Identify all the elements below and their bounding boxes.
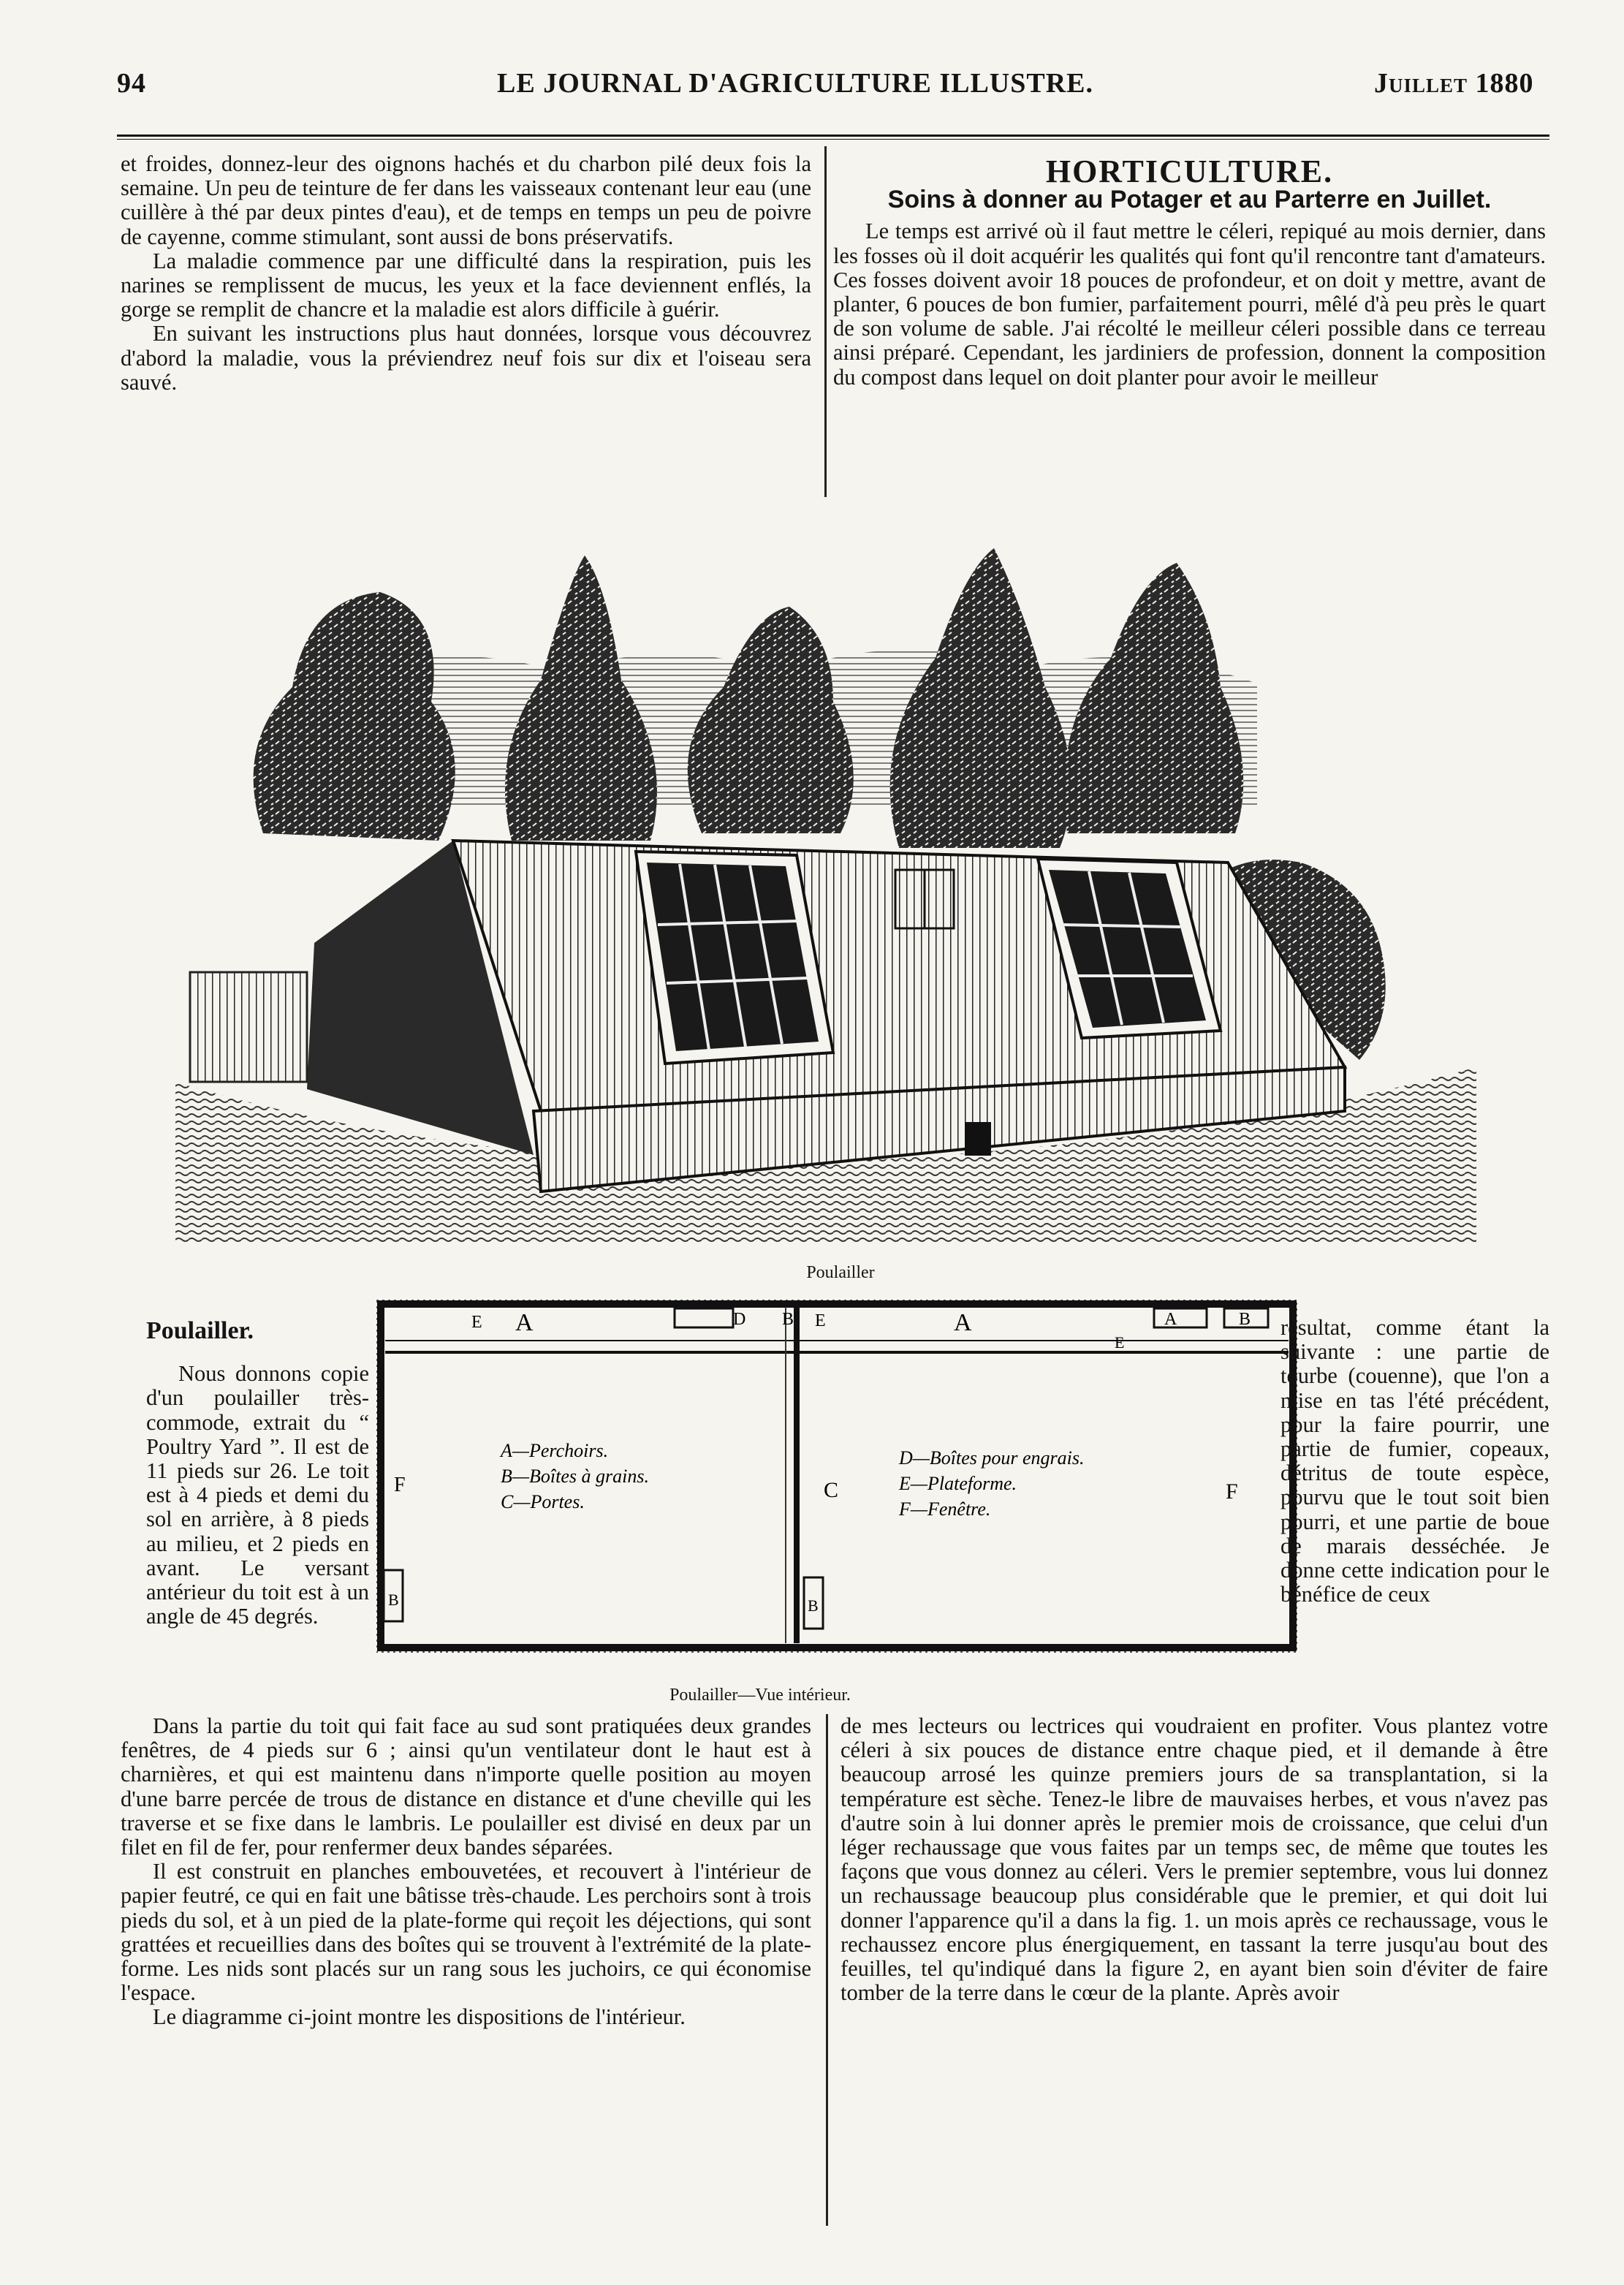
plan-label-a: A: [954, 1309, 972, 1336]
paragraph: Dans la partie du toit qui fait face au sud sont pratiquées deux grandes fenêtres, de 4 pieds sur 6 ; ainsi qu'un ventilateur dont le haut est à charnières, et qui est maintenu dans n'importe quelle position au moyen d'une barre percée de trous de distance en distance et d'une cheville qui les traverse et se fixe dans le lambris. Le poulailler est divisé en deux par un filet en fil de fer, pour renfermer deux bandes séparées.: [121, 1713, 811, 1860]
tree: [1064, 563, 1243, 833]
header-rule-thin: [117, 139, 1549, 140]
paragraph: Il est construit en planches embouvetées, et recouvert à l'intérieur de papier feutré, ce qui en fait une bâtisse très-chaude. Les perchoirs sont à trois pieds du sol, et à un pied de la plate-forme qui reçoit les déjections, qui sont grattées et recueillies dans des boîtes qui se trouvent à l'extrémité de la plate-forme. Les nids sont placés sur un rang sous les juchoirs, ce qui économise l'espace.: [121, 1859, 811, 2006]
plan-label-a: A: [1164, 1310, 1177, 1329]
issue-date: Juillet 1880: [1374, 68, 1534, 99]
right-side-text: [1280, 1316, 1549, 1607]
paragraph: En suivant les instructions plus haut données, lorsque vous découvrez d'abord la maladie, vous la préviendrez neuf fois sur dix et l'oiseau sera sauvé.: [121, 321, 811, 395]
plan-label-f: F: [1226, 1479, 1238, 1504]
fence: [190, 972, 307, 1082]
figure-caption: Poulailler: [806, 1263, 875, 1282]
tree: [254, 592, 455, 841]
column-divider-bottom: [826, 1714, 828, 2226]
plan-label-e: E: [471, 1313, 482, 1332]
right-column-bottom: [841, 1714, 1548, 2005]
plan-label-b: B: [1239, 1310, 1251, 1329]
house-roof: [453, 841, 1345, 1111]
legend-item: B—Boîtes à grains.: [501, 1466, 649, 1487]
section-subtitle: Soins à donner au Potager et au Parterre en Juillet.: [887, 186, 1492, 214]
paragraph: La maladie commence par une difficulté dans la respiration, puis les narines se remplissent de mucus, les yeux et la face deviennent enflés, la gorge se remplit de chancre et la maladie est alors difficile à guérir.: [121, 248, 811, 322]
paragraph: de mes lecteurs ou lectrices qui voudraient en profiter. Vous plantez votre céleri à six pouces de distance entre chaque pied, et il demande à être beaucoup arrosé les quinze premiers jours de sa transplantation, si la température est sèche. Tenez-le libre de mauvaises herbes, et vous n'avez pas d'autre soin à lui donner après le premier mois de croissance, que celui d'un léger rechaussage que vous faites par un temps sec, de même que toutes les façons que vous donnez au céleri. Vers le premier septembre, vous lui donnez un rechaussage beaucoup plus considérable que le premier, et qui doit lui donner l'apparence qu'il a dans la fig. 1. un mois après ce rechaussage, vous le rechaussez encore plus énergiquement, en tassant la terre jusqu'au bout des feuilles, tel qu'indiqué dans la figure 2, en ayant bien soin d'éviter de faire tomber de la terre dans le cœur de la plante. Après avoir: [841, 1713, 1548, 2006]
tree: [688, 607, 854, 833]
tree: [890, 548, 1071, 848]
plan-label-a: A: [515, 1309, 534, 1336]
poultry-side-text: [146, 1316, 369, 1629]
plan-label-d: D: [733, 1310, 746, 1329]
plan-label-e: E: [1115, 1333, 1125, 1352]
page-number: 94: [117, 68, 146, 99]
column-divider-top: [824, 146, 827, 497]
poultry-house-illustration: [175, 526, 1476, 1243]
section-title: HORTICULTURE.: [1045, 154, 1334, 189]
paragraph: Nous donnons copie d'un poulailler très-commode, extrait du “ Poultry Yard ”. Il est de 11 pieds sur 26. Le toit est à 4 pieds et demi du sol en arrière, à 8 pieds au milieu, et 2 pieds en avant. Le versant antérieur du toit est à un angle de 45 degrés.: [146, 1361, 369, 1629]
plan-label-b: B: [808, 1596, 819, 1615]
poultry-heading: Poulailler.: [146, 1317, 254, 1344]
legend-item: E—Plateforme.: [899, 1473, 1017, 1494]
plan-label-c: C: [824, 1478, 839, 1502]
legend-item: D—Boîtes pour engrais.: [899, 1447, 1085, 1469]
journal-title: LE JOURNAL D'AGRICULTURE ILLUSTRE.: [497, 68, 1094, 99]
paragraph: Le diagramme ci-joint montre les dispositions de l'intérieur.: [153, 2004, 686, 2030]
plan-label-f: F: [394, 1474, 406, 1496]
right-column-top: [833, 154, 1546, 390]
legend-item: A—Perchoirs.: [501, 1440, 609, 1461]
header-rule: [117, 134, 1549, 137]
plan-label-b: B: [388, 1591, 399, 1609]
legend-item: F—Fenêtre.: [899, 1498, 991, 1520]
left-column-bottom: [121, 1714, 811, 2030]
paragraph: Le temps est arrivé où il faut mettre le céleri, repiqué au mois dernier, dans les fosses où il doit acquérir les qualités qui font qu'il rencontre tant d'amateurs. Ces fosses doivent avoir 18 pouces de profondeur, et on doit y mettre, avant de planter, 6 pouces de bon fumier, parfaitement pourri, mêlé d'à peu près le quart de son volume de sable. J'ai récolté le meilleur céleri possible dans ce terreau ainsi préparé. Cependant, les jardiniers de profession, donnent la composition du compost dans lequel on doit planter pour avoir le meilleur: [833, 219, 1546, 390]
left-column-top: [121, 152, 811, 395]
paragraph: résultat, comme étant la suivante : une partie de tourbe (couenne), que l'on a mise en tas l'été précédent, pour la faire pourrir, une partie de fumier, copeaux, détritus de toute espèce, pourvu que le tout soit bien pourri, et une partie de boue de marais desséchée. Je donne cette indication pour le bénéfice de ceux: [1280, 1315, 1549, 1607]
plan-label-e: E: [815, 1311, 826, 1330]
plan-caption: Poulailler—Vue intérieur.: [669, 1686, 851, 1705]
interior-plan-diagram: [376, 1300, 1297, 1672]
house-door: [965, 1122, 991, 1156]
plan-label-b: B: [782, 1310, 794, 1329]
legend-item: C—Portes.: [501, 1491, 585, 1512]
paragraph: et froides, donnez-leur des oignons hachés et du charbon pilé deux fois la semaine. Un peu de teinture de fer dans les vaisseaux contenant leur eau (une cuillère à thé par deux pintes d'eau), et de temps en temps un peu de poivre de cayenne, comme stimulant, sont aussi de bons préservatifs.: [121, 151, 811, 249]
